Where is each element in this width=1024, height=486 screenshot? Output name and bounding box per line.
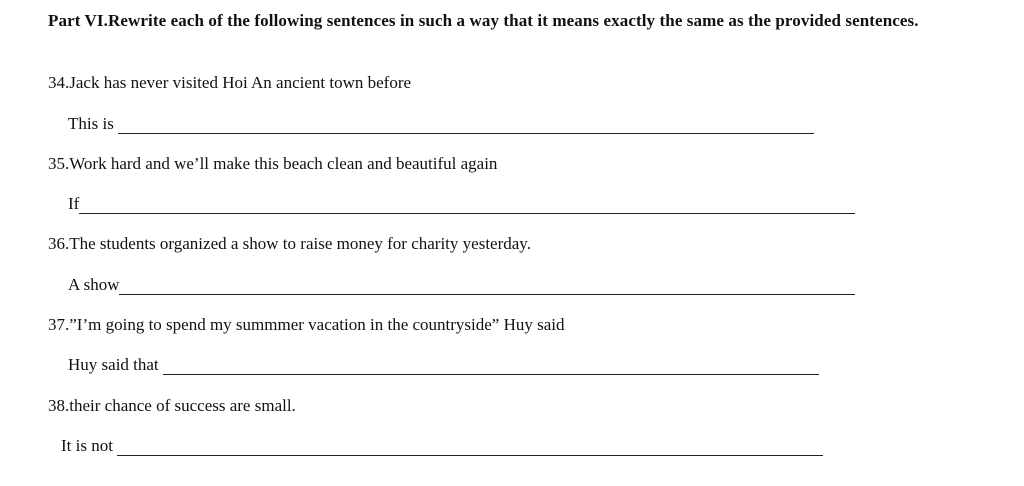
- answer-prompt-35: If: [68, 194, 80, 213]
- section-heading: Part VI.Rewrite each of the following sentences in such a way that it means exactly the same as the provided sentences.: [48, 11, 919, 30]
- answer-blank-37[interactable]: [163, 360, 819, 375]
- answer-blank-36[interactable]: [119, 280, 855, 295]
- question-34: 34.Jack has never visited Hoi An ancient town before: [48, 73, 412, 92]
- answer-row-38: [61, 436, 823, 456]
- answer-blank-34[interactable]: [118, 119, 814, 134]
- answer-prompt-37: Huy said that: [68, 355, 159, 374]
- answer-row-37: [68, 355, 819, 375]
- question-37: 37.”I’m going to spend my summmer vacation in the countryside” Huy said: [48, 315, 565, 334]
- answer-prompt-38: It is not: [61, 436, 113, 455]
- answer-blank-38[interactable]: [117, 441, 823, 456]
- answer-blank-35[interactable]: [79, 199, 855, 214]
- answer-prompt-36: A show: [68, 275, 120, 294]
- answer-row-34: [68, 114, 814, 134]
- question-38: 38.their chance of success are small.: [48, 396, 296, 415]
- answer-row-36: [68, 275, 855, 295]
- question-36: 36.The students organized a show to raise money for charity yesterday.: [48, 234, 531, 253]
- answer-row-35: [68, 194, 855, 214]
- answer-prompt-34: This is: [68, 114, 114, 133]
- question-35: 35.Work hard and we’ll make this beach clean and beautiful again: [48, 154, 498, 173]
